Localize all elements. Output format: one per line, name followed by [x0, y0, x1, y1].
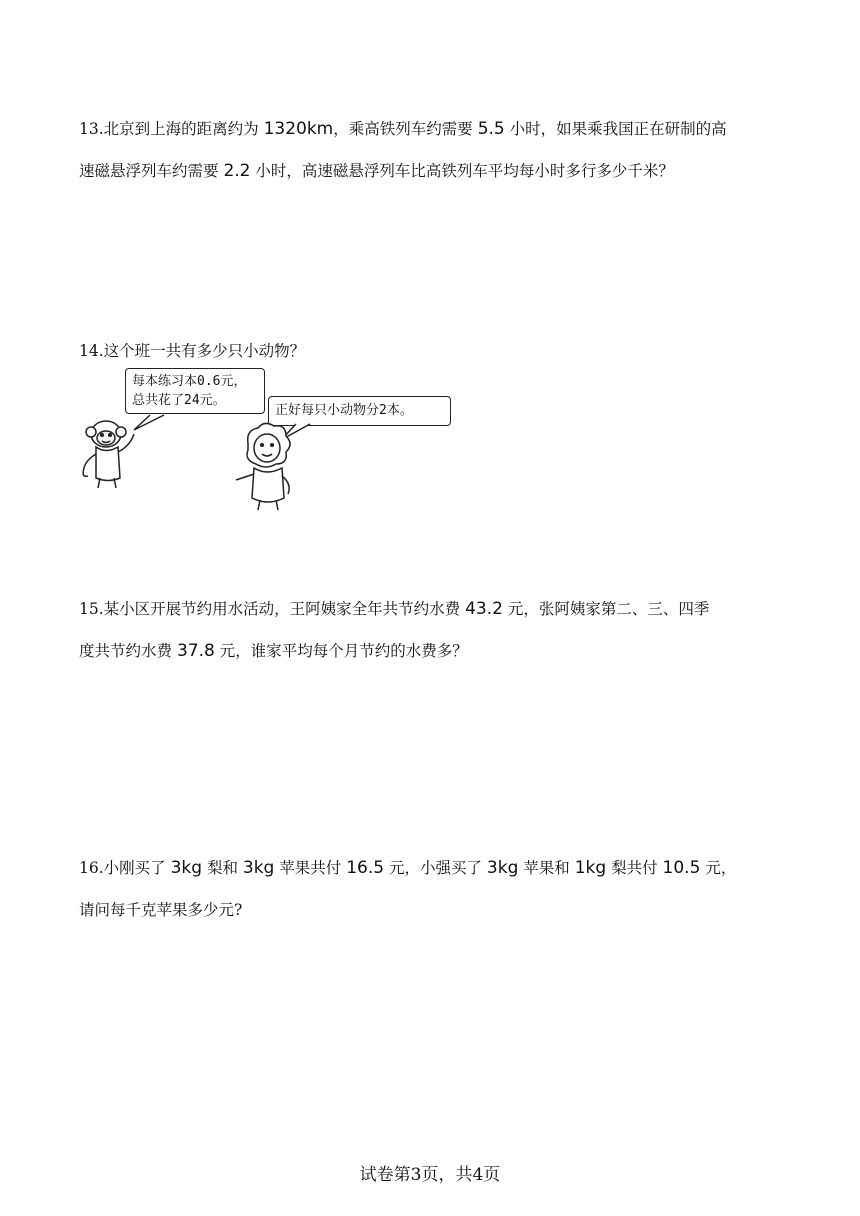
question-15	[79, 588, 784, 672]
question-13-line-2: 速磁悬浮列车约需要 2.2 小时，高速磁悬浮列车比高铁列车平均每小时多行多少千米？	[79, 161, 674, 181]
page-footer: 试卷第3页，共4页	[359, 1165, 501, 1185]
question-16-line-1: 16.小刚买了 3kg 梨和 3kg 苹果共付 16.5 元，小强买了 3kg 苹果和 1kg 梨共付 10.5 元，	[79, 858, 737, 878]
animals-illustration	[78, 368, 458, 516]
question-16	[79, 847, 784, 931]
question-14-line-1: 14.这个班一共有多少只小动物？	[79, 342, 306, 360]
monkey-icon	[83, 421, 134, 488]
question-15-line-1: 15.某小区开展节约用水活动，王阿姨家全年共节约水费 43.2 元，张阿姨家第二、三、四季	[79, 599, 710, 619]
sheep-icon	[236, 423, 290, 510]
question-13-line-1: 13.北京到上海的距离约为 1320km，乘高铁列车约需要 5.5 小时，如果乘我国正在研制的高	[79, 119, 727, 139]
question-16-line-2: 请问每千克苹果多少元?	[79, 901, 243, 919]
question-13	[79, 108, 784, 192]
question-15-line-2: 度共节约水费 37.8 元，谁家平均每个月节约的水费多？	[79, 641, 468, 661]
sheep-speech-bubble: 正好每只小动物分2本。	[268, 396, 451, 426]
monkey-speech-bubble: 每本练习本0.6元， 总共花了24元。	[125, 368, 265, 414]
question-14	[79, 330, 784, 372]
